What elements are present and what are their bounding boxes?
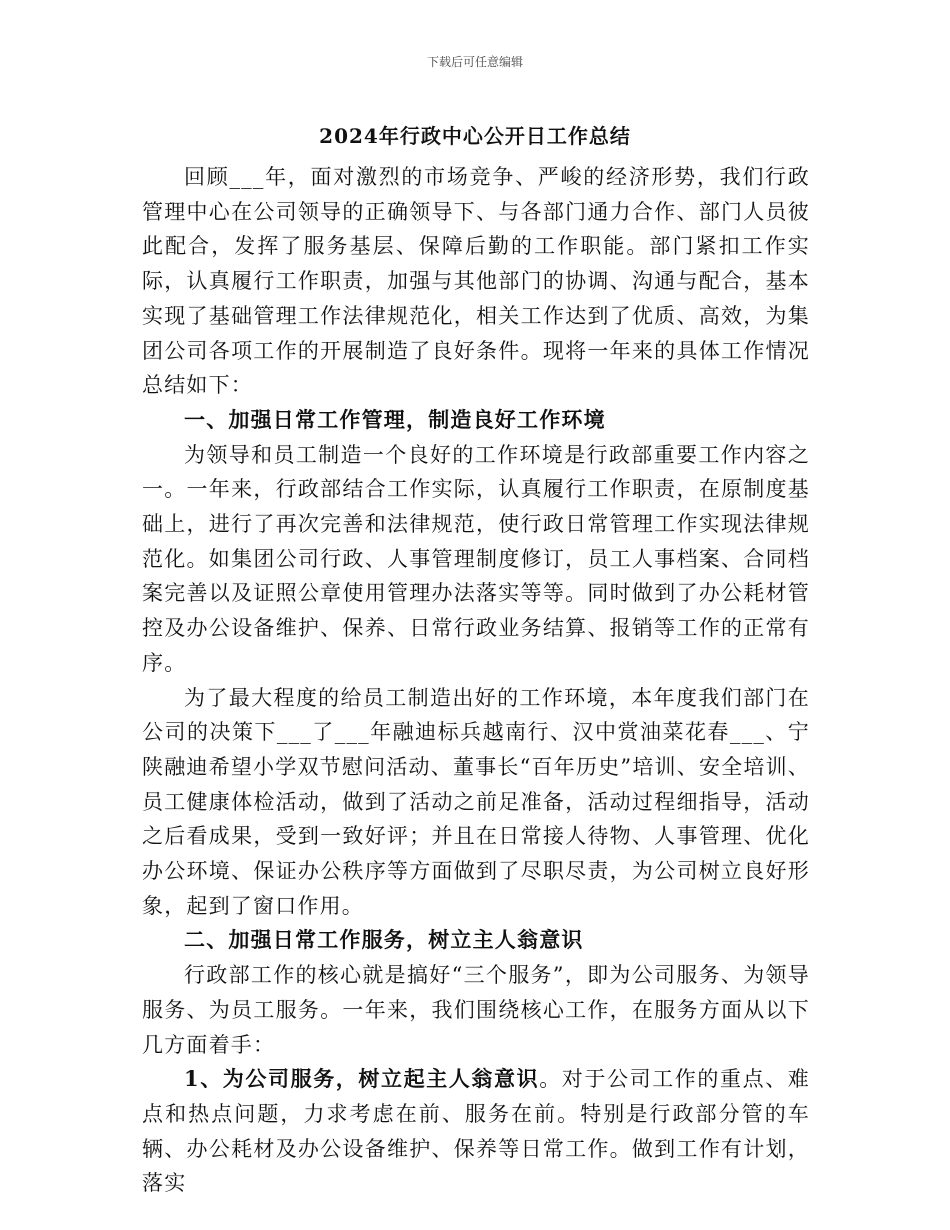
section-2-paragraph-1: 行政部工作的核心就是搞好“三个服务”，即为公司服务、为领导服务、为员工服务。一年来，我们围绕核心工作，在服务方面从以下几方面着手： (142, 963, 810, 1057)
item-1-text: 。对于公司工作的重点、难点和热点问题，力求考虑在前、服务在前。特别是行政部分管的车辆、办公耗材及办公设备维护、保养等日常工作。做到工作有计划，落实 (142, 1067, 810, 1196)
section-1-paragraph-2: 为了最大程度的给员工制造出好的工作环境，本年度我们部门在公司的决策下___了___年融迪标兵越南行、汉中赏油菜花春___、宁陕融迪希望小学双节慰问活动、董事长“百年历史”培训、安全培训、员工健康体检活动，做到了活动之前足准备，活动过程细指导，活动之后看成果，受到一致好评；并且在日常接人待物、人事管理、优化办公环境、保证办公秩序等方面做到了尽职尽责，为公司树立良好形象，起到了窗口作用。 (142, 685, 810, 918)
item-1-lead: 1、为公司服务，树立起主人翁意识 (184, 1066, 540, 1092)
section-1-paragraph-1: 为领导和员工制造一个良好的工作环境是行政部重要工作内容之一。一年来，行政部结合工作实际，认真履行工作职责，在原制度基础上，进行了再次完善和法律规范，使行政日常管理工作实现法律规范化。如集团公司行政、人事管理制度修订，员工人事档案、合同档案完善以及证照公章使用管理办法落实等等。同时做到了办公耗材管控及办公设备维护、保养、日常行政业务结算、报销等工作的正常有序。 (142, 442, 810, 675)
document-title: 2024年行政中心公开日工作总结 (319, 124, 631, 148)
intro-paragraph: 回顾___年，面对激烈的市场竞争、严峻的经济形势，我们行政管理中心在公司领导的正确领导下、与各部门通力合作、部门人员彼此配合，发挥了服务基层、保障后勤的工作职能。部门紧扣工作实际，认真履行工作职责，加强与其他部门的协调、沟通与配合，基本实现了基础管理工作法律规范化，相关工作达到了优质、高效，为集团公司各项工作的开展制造了良好条件。现将一年来的具体工作情况总结如下： (142, 165, 810, 398)
section-heading-2: 二、加强日常工作服务，树立主人翁意识 (184, 927, 584, 953)
section-2-paragraph-2 (142, 1062, 810, 1201)
header-note: 下载后可任意编辑 (426, 55, 523, 69)
section-heading-1: 一、加强日常工作管理，制造良好工作环境 (184, 406, 606, 432)
document-body (142, 160, 810, 1201)
